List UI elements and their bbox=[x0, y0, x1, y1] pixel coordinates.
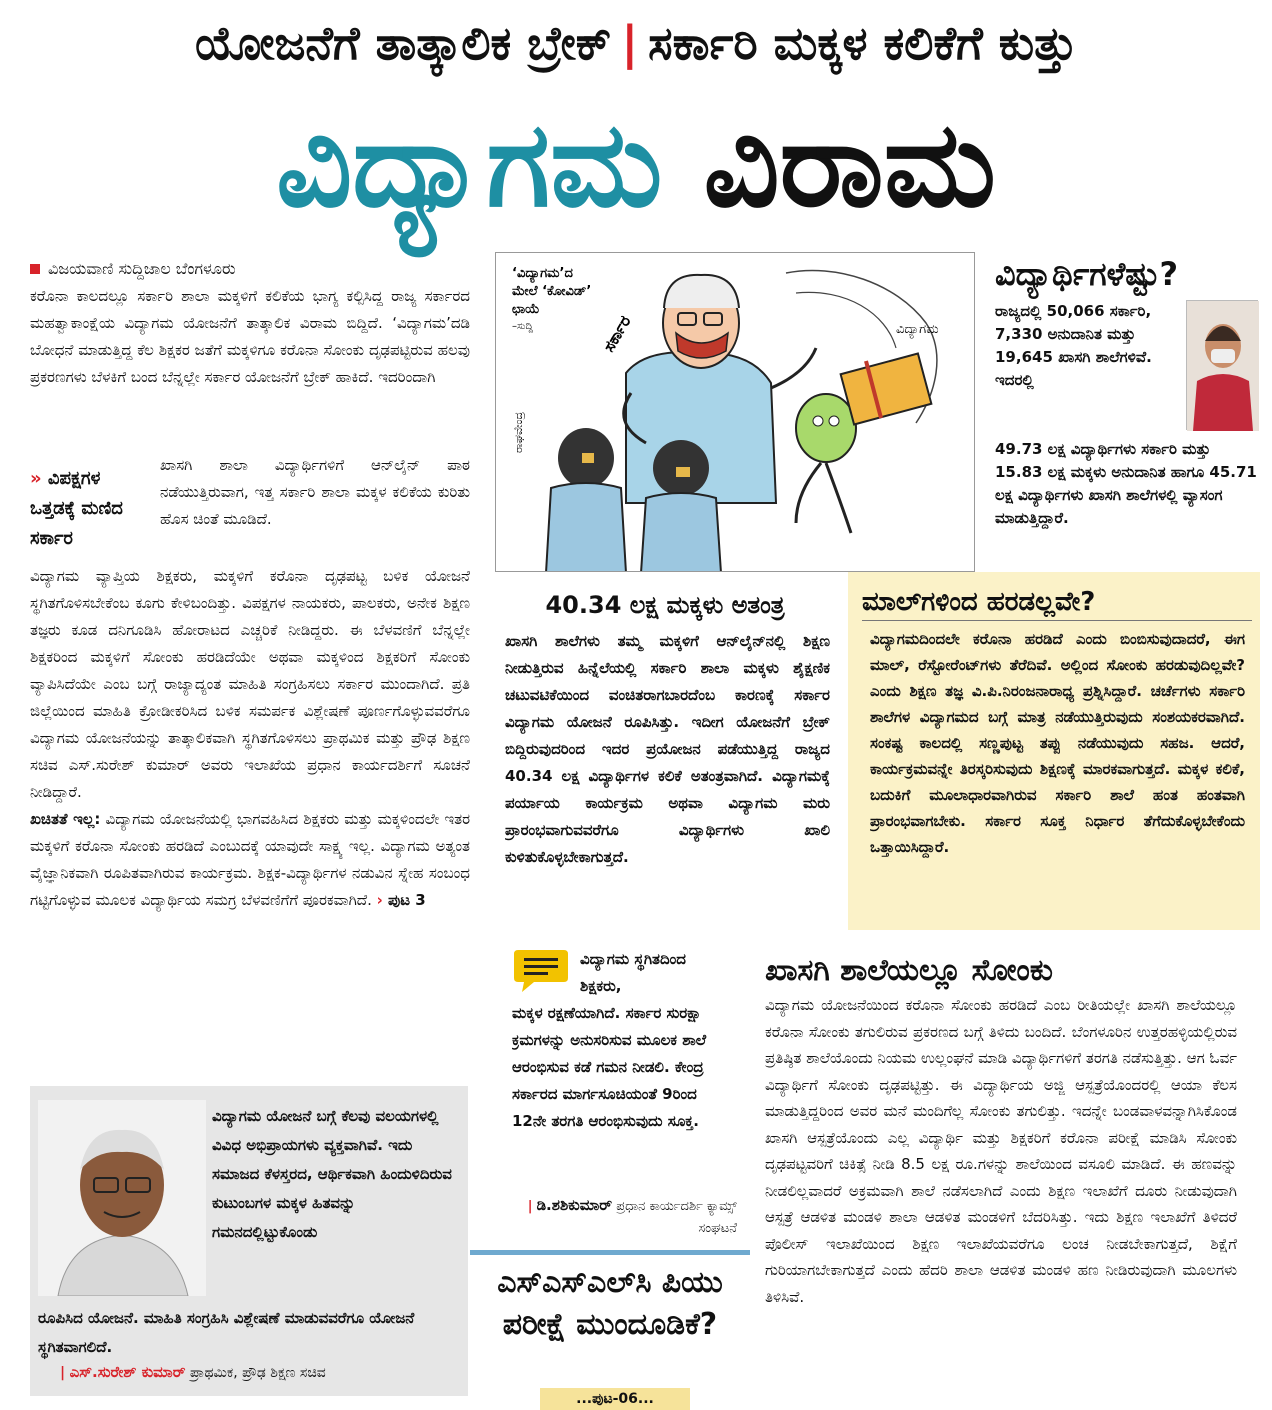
quote-line2: ಮಕ್ಕಳ ರಕ್ಷಣೆಯಾಗಿದೆ. ಸರ್ಕಾರ ಸುರಕ್ಷಾ ಕ್ರಮಗಳನ್ನು ಅನುಸರಿಸುವ ಮೂಲಕ ಶಾಲೆ ಆರಂಭಿಸುವ ಕಡೆ ಗಮನ ನೀಡಲಿ. ಕೇಂದ್ರ ಸರ್ಕಾರದ ಮಾರ್ಗಸೂಚಿಯಂತೆ 9ರಿಂದ 12ನೇ ತರಗತಿ ಆರಂಭಿಸುವುದು ಸೂಕ್ತ. bbox=[512, 1004, 707, 1130]
chevron-right-icon: » bbox=[30, 468, 42, 489]
quote-line1: ವಿದ್ಯಾಗಮ ಸ್ಥಗಿತದಿಂದ ಶಿಕ್ಷಕರು, bbox=[580, 950, 686, 995]
mall-body: ವಿದ್ಯಾಗಮದಿಂದಲೇ ಕರೊನಾ ಹರಡಿದೆ ಎಂದು ಬಿಂಬಿಸುವುದಾದರೆ, ಈಗ ಮಾಲ್, ರೆಸ್ಟೋರೆಂಟ್‌ಗಳು ತೆರೆದಿವೆ. ಅಲ್ಲಿಂದ ಸೋಂಕು ಹರಡುವುದಿಲ್ಲವೇ? ಎಂದು ಶಿಕ್ಷಣ ತಜ್ಞ ವಿ.ಪಿ.ನಿರಂಜನಾರಾಧ್ಯ ಪ್ರಶ್ನಿಸಿದ್ದಾರೆ. ಚರ್ಚೆಗಳು ಸರ್ಕಾರಿ ಶಾಲೆಗಳ ವಿದ್ಯಾಗಮದ ಬಗ್ಗೆ ಮಾತ್ರ ನಡೆಯುತ್ತಿರುವುದು ಸಂಶಯಕರವಾಗಿದೆ. ಸಂಕಷ್ಟ ಕಾಲದಲ್ಲಿ ಸಣ್ಣಪುಟ್ಟ ತಪ್ಪು ನಡೆಯುವುದು ಸಹಜ. ಆದರೆ, ಕಾರ್ಯಕ್ರಮವನ್ನೇ ತಿರಸ್ಕರಿಸುವುದು ಶಿಕ್ಷಣಕ್ಕೆ ಮಾರಕವಾಗುತ್ತದೆ. ಮಕ್ಕಳ ಕಲಿಕೆ, ಬದುಕಿಗೆ ಮೂಲಾಧಾರವಾಗಿರುವ ಸರ್ಕಾರಿ ಶಾಲೆ ಹಂತ ಹಂತವಾಗಿ ಪ್ರಾರಂಭವಾಗಬೇಕು. ಸರ್ಕಾರ ಸೂಕ್ತ ನಿರ್ಧಾರ ತೆಗೆದುಕೊಳ್ಳಬೇಕೆಂದು ಒತ್ತಾಯಿಸಿದ್ದಾರೆ. bbox=[870, 630, 1245, 856]
minister-photo-image bbox=[38, 1100, 206, 1296]
headline-part2: ವಿರಾಮ bbox=[703, 95, 996, 233]
main-story-p3: ವಿದ್ಯಾಗಮ ಯೋಜನೆಯಲ್ಲಿ ಭಾಗವಹಿಸಿದ ಶಿಕ್ಷಕರು ಮತ್ತು ಮಕ್ಕಳಿಂದಲೇ ಇತರ ಮಕ್ಕಳಿಗೆ ಕರೊನಾ ಸೋಂಕು ಹರಡಿದೆ ಎಂಬುದಕ್ಕೆ ಯಾವುದೇ ಸಾಕ್ಷ್ಯ ಇಲ್ಲ. ವಿದ್ಯಾಗಮ ಅತ್ಯಂತ ವೈಜ್ಞಾನಿಕವಾಗಿ ರೂಪಿತವಾಗಿರುವ ಕಾರ್ಯಕ್ರಮ. ಶಿಕ್ಷಕ-ವಿದ್ಯಾರ್ಥಿಗಳ ನಡುವಿನ ಸ್ನೇಹ ಸಂಬಂಧ ಗಟ್ಟಿಗೊಳ್ಳುವ ಮೂಲಕ ವಿದ್ಯಾರ್ಥಿಯ ಸಮಗ್ರ ಬೆಳವಣಿಗೆಗೆ ಪೂರಕವಾಗಿದೆ. bbox=[30, 810, 470, 909]
private-story-body: ವಿದ್ಯಾಗಮ ಯೋಜನೆಯಿಂದ ಕರೊನಾ ಸೋಂಕು ಹರಡಿದೆ ಎಂಬ ರೀತಿಯಲ್ಲೇ ಖಾಸಗಿ ಶಾಲೆಯಲ್ಲೂ ಕರೊನಾ ಸೋಂಕು ತಗುಲಿರುವ ಪ್ರಕರಣದ ಬಗ್ಗೆ ತಿಳಿದು ಬಂದಿದೆ. ಬೆಂಗಳೂರಿನ ಉತ್ತರಹಳ್ಳಿಯಲ್ಲಿರುವ ಪ್ರತಿಷ್ಠಿತ ಶಾಲೆಯೊಂದು ನಿಯಮ ಉಲ್ಲಂಘನೆ ಮಾಡಿ ವಿದ್ಯಾರ್ಥಿಗಳಿಗೆ ತರಗತಿ ನಡೆಸುತ್ತಿತ್ತು. ಆಗ ಓರ್ವ ವಿದ್ಯಾರ್ಥಿಗೆ ಸೋಂಕು ದೃಢಪಟ್ಟಿತ್ತು. ಈ ವಿದ್ಯಾರ್ಥಿಯ ಅಜ್ಜಿ ಆಸ್ಪತ್ರೆಯೊಂದರಲ್ಲಿ ಆಯಾ ಕೆಲಸ ಮಾಡುತ್ತಿದ್ದರಿಂದ ಅವರ ಮನೆ ಮಂದಿಗೆಲ್ಲ ಸೋಂಕು ತಗುಲಿತ್ತು. ಇದನ್ನೇ ಬಂಡವಾಳವನ್ನಾಗಿಸಿಕೊಂಡ ಖಾಸಗಿ ಆಸ್ಪತ್ರೆಯೊಂದು ಎಲ್ಲ ವಿದ್ಯಾರ್ಥಿ ಮತ್ತು ಶಿಕ್ಷಕರಿಗೆ ಕರೊನಾ ಪರೀಕ್ಷೆ ಮಾಡಿಸಿ ಸೋಂಕು ದೃಢಪಟ್ಟವರಿಗೆ ಚಿಕಿತ್ಸೆ ನೀಡಿ 8.5 ಲಕ್ಷ ರೂ.ಗಳನ್ನು ಶಾಲೆಯಿಂದ ವಸೂಲಿ ಮಾಡಿದೆ. ಈ ಹಣವನ್ನು ನೀಡಲಿಲ್ಲವಾದರೆ ಅಕ್ರಮವಾಗಿ ಶಾಲೆ ನಡೆಸಲಾಗಿದೆ ಎಂದು ಶಿಕ್ಷಣ ಇಲಾಖೆಗೆ ದೂರು ನೀಡುವುದಾಗಿ ಆಸ್ಪತ್ರೆ ಆಡಳಿತ ಮಂಡಳಿ ಶಾಲಾ ಆಡಳಿತ ಮಂಡಳಿಗೆ ಬೆದರಿಸಿತ್ತು. ಇದು ಶಿಕ್ಷಣ ಇಲಾಖೆಗೆ ತಿಳಿದರೆ ಪೊಲೀಸ್ ಇಲಾಖೆಯಿಂದ ಶಿಕ್ಷಣ ಇಲಾಖೆಯವರೆಗೂ ಲಂಚ ನೀಡಬೇಕಾಗುತ್ತದೆ, ಶಿಕ್ಷೆಗೆ ಗುರಿಯಾಗಬೇಕಾಗುತ್ತದೆ ಎಂದು ಹೆದರಿ ಶಾಲಾ ಆಡಳಿತ ಮಂಡಳಿ ಹಣ ನೀಡಿರುವುದಾಗಿ ಮೂಲಗಳು ತಿಳಿಸಿವೆ. bbox=[765, 996, 1237, 1306]
main-story-p2: ವಿದ್ಯಾಗಮ ವ್ಯಾಪ್ತಿಯ ಶಿಕ್ಷಕರು, ಮಕ್ಕಳಿಗೆ ಕರೊನಾ ದೃಢಪಟ್ಟ ಬಳಿಕ ಯೋಜನೆ ಸ್ಥಗಿತಗೊಳಿಸಬೇಕೆಂಬ ಕೂಗು ಕೇಳಿಬಂದಿತ್ತು. ವಿಪಕ್ಷಗಳ ನಾಯಕರು, ಪಾಲಕರು, ಅನೇಕ ಶಿಕ್ಷಣ ತಜ್ಞರು ಕೂಡ ದನಿಗೂಡಿಸಿ ಹೋರಾಟದ ಎಚ್ಚರಿಕೆ ನೀಡಿದ್ದರು. ಈ ಬೆಳವಣಿಗೆ ಬೆನ್ನಲ್ಲೇ ಶಿಕ್ಷಕರಿಂದ ಮಕ್ಕಳಿಗೆ ಸೋಂಕು ಹರಡಿದೆಯೇ ಅಥವಾ ಮಕ್ಕಳಿಂದ ಶಿಕ್ಷಕರಿಗೆ ಸೋಂಕು ವ್ಯಾಪಿಸಿದೆಯೇ ಎಂಬ ಬಗ್ಗೆ ರಾಜ್ಯಾದ್ಯಂತ ಮಾಹಿತಿ ಸಂಗ್ರಹಿಸಲು ಸರ್ಕಾರ ಮುಂದಾಗಿದೆ. ಪ್ರತಿ ಜಿಲ್ಲೆಯಿಂದ ಮಾಹಿತಿ ಕ್ರೋಡೀಕರಿಸಿದ ಬಳಿಕ ಸಮರ್ಪಕ ವಿಶ್ಲೇಷಣೆ ಪೂರ್ಣಗೊಳ್ಳುವವರೆಗೂ ವಿದ್ಯಾಗಮ ಯೋಜನೆಯನ್ನು ತಾತ್ಕಾಲಿಕವಾಗಿ ಸ್ಥಗಿತಗೊಳಿಸಲು ಪ್ರಾಥಮಿಕ ಮತ್ತು ಪ್ರೌಢ ಶಿಕ್ಷಣ ಸಚಿವ ಎಸ್.ಸುರೇಶ್ ಕುಮಾರ್ ಅವರು ಇಲಾಖೆಯ ಪ್ರಧಾನ ಕಾರ್ಯದರ್ಶಿಗೆ ಸೂಚನೆ ನೀಡಿದ್ದಾರೆ. bbox=[30, 567, 470, 801]
cartoon-caption-1: ‘ವಿದ್ಯಾಗಮ’ದ bbox=[512, 266, 573, 281]
minister-attribution bbox=[60, 1360, 460, 1385]
cartoon-illustration bbox=[496, 253, 975, 572]
continued-label: ಪುಟ 3 bbox=[388, 891, 426, 909]
sslc-page-ref[interactable]: ...ಪುಟ-06... bbox=[540, 1388, 690, 1410]
students-body2: 49.73 ಲಕ್ಷ ವಿದ್ಯಾರ್ಥಿಗಳು ಸರ್ಕಾರಿ ಮತ್ತು 15.83 ಲಕ್ಷ ಮಕ್ಕಳು ಅನುದಾನಿತ ಹಾಗೂ 45.71 ಲಕ್ಷ ವಿದ್ಯಾರ್ಥಿಗಳು ಖಾಸಗಿ ಶಾಲೆಗಳಲ್ಲಿ ವ್ಯಾಸಂಗ ಮಾಡುತ್ತಿದ್ದಾರೆ. bbox=[995, 440, 1257, 527]
middle-story-title: 40.34 ಲಕ್ಷ ಮಕ್ಕಳು ಅತಂತ್ರ bbox=[545, 591, 785, 619]
main-story-p1b: ಖಾಸಗಿ ಶಾಲಾ ವಿದ್ಯಾರ್ಥಿಗಳಿಗೆ ಆನ್‌ಲೈನ್ ಪಾಠ ನಡೆಯುತ್ತಿರುವಾಗ, ಇತ್ತ ಸರ್ಕಾರಿ ಶಾಲಾ ಮಕ್ಕಳ ಕಲಿಕೆಯ ಕುರಿತು ಹೊಸ ಚಿಂತೆ ಮೂಡಿದೆ. bbox=[160, 456, 470, 528]
dateline-square-icon bbox=[30, 264, 40, 274]
cartoon-artist: ರಾಘವೇಂದ್ರ bbox=[512, 411, 525, 453]
mall-title: ಮಾಲ್‌ಗಳಿಂದ ಹರಡಲ್ಲವೇ? bbox=[862, 587, 1096, 617]
arrow-right-icon: › bbox=[376, 891, 383, 909]
student-photo bbox=[1186, 300, 1258, 430]
quote-bar: | bbox=[527, 1199, 533, 1214]
mall-divider bbox=[862, 620, 1252, 621]
continued-link[interactable] bbox=[377, 891, 426, 909]
kicker-right: ಸರ್ಕಾರಿ ಮಕ್ಕಳ ಕಲಿಕೆಗೆ ಕುತ್ತು bbox=[648, 16, 1077, 70]
sslc-divider bbox=[470, 1250, 750, 1255]
kicker-line bbox=[20, 8, 1252, 78]
cartoon bbox=[495, 252, 975, 572]
students-title: ವಿದ್ಯಾರ್ಥಿಗಳೆಷ್ಟು? bbox=[995, 255, 1179, 293]
cartoon-caption-2: ಮೇಲೆ ‘ಕೋವಿಡ್’ bbox=[512, 284, 592, 299]
minister-body1: ವಿದ್ಯಾಗಮ ಯೋಜನೆ ಬಗ್ಗೆ ಕೆಲವು ವಲಯಗಳಲ್ಲಿ ವಿವಿಧ ಅಭಿಪ್ರಾಯಗಳು ವ್ಯಕ್ತವಾಗಿವೆ. ಇದು ಸಮಾಜದ ಕೆಳಸ್ತರದ, ಆರ್ಥಿಕವಾಗಿ ಹಿಂದುಳಿದಿರುವ ಕುಟುಂಬಗಳ ಮಕ್ಕಳ ಹಿತವನ್ನು ಗಮನದಲ್ಲಿಟ್ಟುಕೊಂಡು bbox=[212, 1107, 452, 1241]
pull-quote bbox=[30, 464, 148, 554]
sslc-headline: ಎಸ್‌ಎಸ್‌ಎಲ್‌ಸಿ ಪಿಯು ಪರೀಕ್ಷೆ ಮುಂದೂಡಿಕೆ? bbox=[497, 1265, 723, 1342]
quote-designation: ಪ್ರಧಾನ ಕಾರ್ಯದರ್ಶಿ ಕ್ಯಾಮ್ಸ್ ಸಂಘಟನೆ bbox=[612, 1199, 737, 1236]
minister-body2: ರೂಪಿಸಿದ ಯೋಜನೆ. ಮಾಹಿತಿ ಸಂಗ್ರಹಿಸಿ ವಿಶ್ಲೇಷಣೆ ಮಾಡುವವರೆಗೂ ಯೋಜನೆ ಸ್ಥಗಿತವಾಗಲಿದೆ. bbox=[38, 1309, 415, 1356]
label-man: ಸರ್ಕಾರ bbox=[599, 312, 635, 355]
main-headline bbox=[20, 82, 1252, 247]
minister-bar: | bbox=[60, 1365, 66, 1381]
minister-photo bbox=[38, 1100, 206, 1296]
students-body1: ರಾಜ್ಯದಲ್ಲಿ 50,066 ಸರ್ಕಾರಿ, 7,330 ಅನುದಾನಿತ ಮತ್ತು 19,645 ಖಾಸಗಿ ಶಾಲೆಗಳಿವೆ. ಇದರಲ್ಲಿ bbox=[995, 302, 1152, 389]
minister-name: ಎಸ್.ಸುರೇಶ್ ಕುಮಾರ್ bbox=[69, 1363, 186, 1381]
kicker-left: ಯೋಜನೆಗೆ ತಾತ್ಕಾಲಿಕ ಬ್ರೇಕ್ bbox=[194, 16, 612, 70]
pull-quote-text: ವಿಪಕ್ಷಗಳ ಒತ್ತಡಕ್ಕೆ ಮಣಿದ ಸರ್ಕಾರ bbox=[30, 468, 123, 549]
dateline-text: ವಿಜಯವಾಣಿ ಸುದ್ದಿಜಾಲ ಬೆಂಗಳೂರು bbox=[48, 259, 236, 278]
student-photo-image bbox=[1187, 301, 1259, 431]
speech-bubble-icon bbox=[512, 946, 570, 994]
middle-story-body: ಖಾಸಗಿ ಶಾಲೆಗಳು ತಮ್ಮ ಮಕ್ಕಳಿಗೆ ಆನ್‌ಲೈನ್‌ನಲ್ಲಿ ಶಿಕ್ಷಣ ನೀಡುತ್ತಿರುವ ಹಿನ್ನೆಲೆಯಲ್ಲಿ ಸರ್ಕಾರಿ ಶಾಲಾ ಮಕ್ಕಳು ಶೈಕ್ಷಣಿಕ ಚಟುವಟಿಕೆಯಿಂದ ವಂಚಿತರಾಗಬಾರದೆಂಬ ಕಾರಣಕ್ಕೆ ಸರ್ಕಾರ ವಿದ್ಯಾಗಮ ಯೋಜನೆ ರೂಪಿಸಿತ್ತು. ಇದೀಗ ಯೋಜನೆಗೆ ಬ್ರೇಕ್ ಬಿದ್ದಿರುವುದರಿಂದ ಇದರ ಪ್ರಯೋಜನ ಪಡೆಯುತ್ತಿದ್ದ ರಾಜ್ಯದ 40.34 ಲಕ್ಷ ವಿದ್ಯಾರ್ಥಿಗಳ ಕಲಿಕೆ ಅತಂತ್ರವಾಗಿದೆ. ವಿದ್ಯಾಗಮಕ್ಕೆ ಪರ್ಯಾಯ ಕಾರ್ಯಕ್ರಮ ಅಥವಾ ವಿದ್ಯಾಗಮ ಮರು ಪ್ರಾರಂಭವಾಗುವವರೆಗೂ ವಿದ್ಯಾರ್ಥಿಗಳು ಖಾಲಿ ಕುಳಿತುಕೊಳ್ಳಬೇಕಾಗುತ್ತದೆ. bbox=[505, 632, 830, 866]
private-story-title: ಖಾಸಗಿ ಶಾಲೆಯಲ್ಲೂ ಸೋಂಕು bbox=[765, 953, 1053, 988]
main-story-p3-lead: ಖಚಿತತೆ ಇಲ್ಲ: bbox=[30, 810, 101, 828]
main-story-p1: ಕರೊನಾ ಕಾಲದಲ್ಲೂ ಸರ್ಕಾರಿ ಶಾಲಾ ಮಕ್ಕಳಿಗೆ ಕಲಿಕೆಯ ಭಾಗ್ಯ ಕಲ್ಪಿಸಿದ್ದ ರಾಜ್ಯ ಸರ್ಕಾರದ ಮಹತ್ವಾಕಾಂಕ್ಷೆಯ ವಿದ್ಯಾಗಮ ಯೋಜನೆಗೆ ತಾತ್ಕಾಲಿಕ ವಿರಾಮ ಬಿದ್ದಿದೆ. ‘ವಿದ್ಯಾಗಮ’ದಡಿ ಬೋಧನೆ ಮಾಡುತ್ತಿದ್ದ ಕೆಲ ಶಿಕ್ಷಕರ ಜತೆಗೆ ಮಕ್ಕಳಿಗೂ ಕರೊನಾ ಸೋಂಕು ದೃಢಪಟ್ಟಿರುವ ಹಲವು ಪ್ರಕರಣಗಳು ಬೆಳಕಿಗೆ ಬಂದ ಬೆನ್ನಲ್ಲೇ ಸರ್ಕಾರ ಯೋಜನೆಗೆ ಬ್ರೇಕ್ ಹಾಕಿದೆ. ಇದರಿಂದಾಗಿ bbox=[30, 287, 470, 386]
main-story-body bbox=[30, 563, 470, 1071]
dateline bbox=[30, 258, 236, 280]
label-virus: ವಿದ್ಯಾಗಮ bbox=[896, 322, 939, 337]
quote-attribution bbox=[512, 1194, 737, 1240]
cartoon-caption-3: ಛಾಯೆ bbox=[512, 302, 540, 317]
cartoon-credit: –ಸುದ್ದಿ bbox=[512, 321, 533, 332]
headline-part1: ವಿದ್ಯಾಗಮ bbox=[276, 95, 663, 233]
kicker-separator: | bbox=[621, 16, 639, 70]
minister-designation: ಪ್ರಾಥಮಿಕ, ಪ್ರೌಢ ಶಿಕ್ಷಣ ಸಚಿವ bbox=[185, 1365, 326, 1381]
quote-name: ಡಿ.ಶಶಿಕುಮಾರ್ bbox=[536, 1196, 613, 1214]
